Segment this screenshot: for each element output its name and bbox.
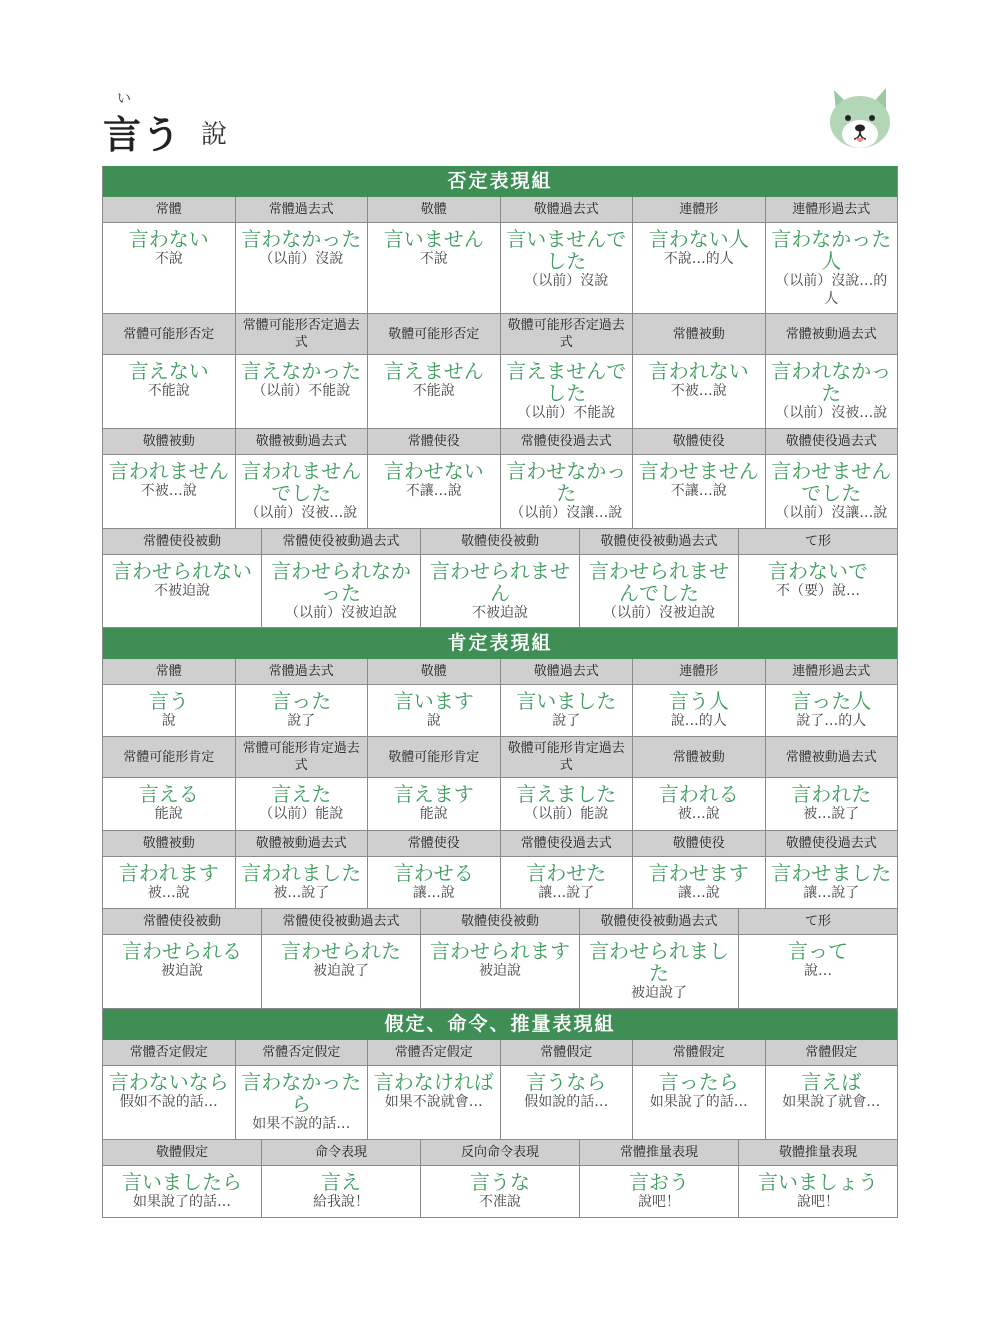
form-cell	[739, 935, 898, 1009]
form-cell	[103, 778, 236, 831]
form-cell	[368, 355, 501, 429]
label-row	[102, 529, 898, 555]
japanese-form: 言えない	[128, 359, 209, 383]
form-label: 常體可能形否定過去式	[236, 314, 369, 355]
chinese-meaning: 被…說了	[273, 885, 330, 901]
form-cell	[633, 685, 766, 737]
japanese-form: 言いませんでした	[506, 227, 627, 273]
japanese-form: 言わせられない	[112, 559, 252, 583]
chinese-meaning: 如果說了的話…	[649, 1094, 748, 1110]
section-header: 肯定表現組	[102, 628, 898, 659]
form-cell	[633, 455, 766, 529]
chinese-meaning: （以前）沒說	[259, 251, 344, 267]
japanese-form: 言う人	[668, 689, 729, 713]
japanese-form: 言おう	[629, 1170, 689, 1194]
chinese-meaning: 讓…說了	[538, 885, 595, 901]
form-row	[102, 685, 898, 737]
form-label: 敬體可能形否定過去式	[501, 314, 634, 355]
form-label: 常體推量表現	[580, 1140, 739, 1166]
title-meaning: 說	[201, 120, 228, 150]
page-header	[103, 82, 900, 162]
japanese-form: 言わなければ	[373, 1070, 494, 1094]
form-label: 常體被動過去式	[766, 737, 899, 778]
form-cell	[262, 935, 421, 1009]
form-row	[102, 935, 898, 1009]
form-label: て形	[739, 909, 898, 935]
form-cell	[766, 778, 899, 831]
form-label: 常體過去式	[236, 659, 369, 685]
japanese-form: 言った人	[791, 689, 872, 713]
japanese-form: 言えば	[801, 1070, 862, 1094]
japanese-form: 言えなかった	[241, 359, 362, 383]
form-label: 常體被動	[633, 314, 766, 355]
form-label: 常體使役	[368, 429, 501, 455]
form-cell	[580, 1166, 739, 1218]
chinese-meaning: 給我說！	[313, 1194, 369, 1210]
japanese-form: 言わせられます	[430, 939, 570, 963]
japanese-form: 言わせられました	[589, 939, 729, 985]
chinese-meaning: 不能說	[147, 383, 190, 399]
japanese-form: 言わせた	[526, 861, 607, 885]
label-row	[102, 1140, 898, 1166]
form-cell	[236, 685, 369, 737]
form-label: 常體否定假定	[368, 1040, 501, 1066]
form-label: 常體使役被動過去式	[262, 529, 421, 555]
form-row	[102, 223, 898, 314]
form-cell	[501, 778, 634, 831]
form-label: 常體假定	[766, 1040, 899, 1066]
title-furigana: い	[117, 91, 131, 107]
chinese-meaning: 說…	[804, 963, 832, 979]
chinese-meaning: 假如說的話…	[524, 1094, 609, 1110]
form-cell	[236, 223, 369, 314]
chinese-meaning: （以前）沒被迫說	[603, 605, 715, 621]
form-label: 常體假定	[633, 1040, 766, 1066]
chinese-meaning: 如果說了的話…	[133, 1194, 231, 1210]
japanese-form: 言わせない	[383, 459, 484, 483]
japanese-form: 言えた	[271, 782, 332, 806]
form-cell	[501, 685, 634, 737]
chinese-meaning: 不能說	[412, 383, 455, 399]
form-label: 常體	[103, 197, 236, 223]
japanese-form: 言わないで	[768, 559, 868, 583]
label-row	[102, 197, 898, 223]
chinese-meaning: （以前）沒被…說	[775, 405, 888, 421]
form-cell	[766, 223, 899, 314]
chinese-meaning: 如果說了就會…	[782, 1094, 881, 1110]
japanese-form: 言わせられません	[430, 559, 570, 605]
form-label: 敬體使役	[633, 831, 766, 857]
label-row	[102, 1040, 898, 1066]
section-header: 假定、命令、推量表現組	[102, 1009, 898, 1040]
chinese-meaning: 不被…說	[140, 483, 197, 499]
chinese-meaning: 不被迫說	[154, 583, 210, 599]
form-cell	[236, 455, 369, 529]
form-label: 常體使役被動過去式	[262, 909, 421, 935]
chinese-meaning: 說…的人	[670, 713, 727, 729]
form-cell	[262, 555, 421, 628]
form-row	[102, 857, 898, 909]
form-label: 敬體使役過去式	[766, 429, 899, 455]
page-title: 言う	[103, 113, 182, 157]
form-cell	[236, 778, 369, 831]
chinese-meaning: （以前）不能說	[517, 405, 616, 421]
form-cell	[739, 1166, 898, 1218]
japanese-form: 言えません	[383, 359, 484, 383]
form-cell	[501, 1066, 634, 1140]
form-label: 反向命令表現	[421, 1140, 580, 1166]
japanese-form: 言わないなら	[108, 1070, 229, 1094]
form-cell	[103, 355, 236, 429]
form-cell	[236, 857, 369, 909]
chinese-meaning: 被…說	[147, 885, 190, 901]
form-label: 常體否定假定	[236, 1040, 369, 1066]
form-cell	[633, 857, 766, 909]
japanese-form: 言った	[271, 689, 332, 713]
label-row	[102, 429, 898, 455]
conjugation-table	[102, 166, 898, 1218]
japanese-form: 言え	[321, 1170, 361, 1194]
japanese-form: 言わせられませんでした	[589, 559, 729, 605]
japanese-form: 言いましょう	[758, 1170, 878, 1194]
form-cell	[103, 1166, 262, 1218]
japanese-form: 言われた	[791, 782, 872, 806]
chinese-meaning: 不被…說	[670, 383, 727, 399]
chinese-meaning: 被迫說了	[313, 963, 369, 979]
japanese-form: 言わなかったら	[241, 1070, 362, 1116]
form-cell	[103, 455, 236, 529]
japanese-form: 言う	[148, 689, 189, 713]
form-cell	[580, 555, 739, 628]
form-label: 常體使役被動	[103, 909, 262, 935]
form-label: 常體可能形否定	[103, 314, 236, 355]
label-row	[102, 909, 898, 935]
chinese-meaning: 被…說了	[803, 806, 860, 822]
japanese-form: 言えました	[516, 782, 617, 806]
japanese-form: 言うなら	[526, 1070, 607, 1094]
form-label: 常體過去式	[236, 197, 369, 223]
form-cell	[368, 1066, 501, 1140]
chinese-meaning: 如果不說的話…	[252, 1116, 351, 1132]
form-label: 常體使役過去式	[501, 429, 634, 455]
chinese-meaning: 說了	[287, 713, 316, 729]
form-label: 敬體可能形否定	[368, 314, 501, 355]
japanese-form: 言えます	[393, 782, 474, 806]
chinese-meaning: 不准說	[479, 1194, 521, 1210]
form-row	[102, 1166, 898, 1218]
label-row	[102, 737, 898, 778]
form-label: 敬體被動過去式	[236, 429, 369, 455]
form-label: 敬體使役被動	[421, 529, 580, 555]
form-cell	[739, 555, 898, 628]
form-cell	[501, 857, 634, 909]
japanese-form: 言わせられなかった	[271, 559, 411, 605]
form-cell	[501, 355, 634, 429]
japanese-form: 言わせる	[393, 861, 474, 885]
form-label: 敬體	[368, 197, 501, 223]
chinese-meaning: 被迫說	[479, 963, 521, 979]
japanese-form: 言われる	[658, 782, 739, 806]
form-label: 敬體被動	[103, 831, 236, 857]
form-label: 連體形過去式	[766, 659, 899, 685]
chinese-meaning: 說了	[552, 713, 581, 729]
chinese-meaning: 讓…說	[412, 885, 455, 901]
japanese-form: 言わせました	[771, 861, 892, 885]
chinese-meaning: （以前）沒被迫說	[285, 605, 397, 621]
form-cell	[368, 223, 501, 314]
form-cell	[236, 355, 369, 429]
form-cell	[103, 685, 236, 737]
form-label: 敬體使役	[633, 429, 766, 455]
chinese-meaning: 不（要）說…	[776, 583, 860, 599]
label-row	[102, 314, 898, 355]
chinese-meaning: 不讓…說	[670, 483, 727, 499]
dog-face-icon	[824, 84, 896, 154]
japanese-form: 言わせなかった	[506, 459, 627, 505]
form-row	[102, 778, 898, 831]
chinese-meaning: （以前）沒說…的人	[775, 273, 888, 307]
chinese-meaning: 如果不說就會…	[384, 1094, 483, 1110]
japanese-form: 言われません	[108, 459, 229, 483]
japanese-form: 言われます	[118, 861, 219, 885]
chinese-meaning: 能說	[154, 806, 183, 822]
form-cell	[103, 857, 236, 909]
form-cell	[103, 935, 262, 1009]
chinese-meaning: 說	[161, 713, 176, 729]
chinese-meaning: 不說	[419, 251, 448, 267]
chinese-meaning: 被迫說了	[631, 985, 687, 1001]
form-cell	[103, 1066, 236, 1140]
form-cell	[633, 778, 766, 831]
japanese-form: 言われました	[241, 861, 362, 885]
form-cell	[421, 1166, 580, 1218]
chinese-meaning: 讓…說	[677, 885, 720, 901]
form-label: 常體	[103, 659, 236, 685]
form-label: 敬體使役被動過去式	[580, 529, 739, 555]
form-label: 常體否定假定	[103, 1040, 236, 1066]
form-label: 敬體過去式	[501, 197, 634, 223]
chinese-meaning: 不被迫說	[472, 605, 528, 621]
form-cell	[580, 935, 739, 1009]
chinese-meaning: （以前）沒讓…說	[775, 505, 888, 521]
japanese-form: 言わせられた	[281, 939, 401, 963]
form-cell	[766, 685, 899, 737]
form-label: て形	[739, 529, 898, 555]
form-cell	[766, 455, 899, 529]
form-label: 敬體使役被動過去式	[580, 909, 739, 935]
form-cell	[368, 455, 501, 529]
japanese-form: 言ったら	[658, 1070, 739, 1094]
chinese-meaning: 假如不說的話…	[119, 1094, 218, 1110]
form-label: 敬體假定	[103, 1140, 262, 1166]
label-row	[102, 659, 898, 685]
form-cell	[633, 355, 766, 429]
form-row	[102, 455, 898, 529]
form-label: 敬體使役過去式	[766, 831, 899, 857]
form-cell	[633, 1066, 766, 1140]
japanese-form: 言わなかった人	[771, 227, 892, 273]
form-label: 敬體可能形肯定	[368, 737, 501, 778]
form-label: 常體使役過去式	[501, 831, 634, 857]
japanese-form: 言って	[788, 939, 848, 963]
japanese-form: 言われなかった	[771, 359, 892, 405]
japanese-form: 言わない	[128, 227, 209, 251]
chinese-meaning: 讓…說了	[803, 885, 860, 901]
form-label: 常體被動過去式	[766, 314, 899, 355]
japanese-form: 言いましたら	[122, 1170, 242, 1194]
form-cell	[501, 455, 634, 529]
japanese-form: 言える	[138, 782, 199, 806]
form-label: 常體可能形肯定過去式	[236, 737, 369, 778]
chinese-meaning: （以前）沒說	[524, 273, 609, 289]
japanese-form: 言わない人	[648, 227, 749, 251]
chinese-meaning: 能說	[419, 806, 448, 822]
chinese-meaning: 說了…的人	[796, 713, 867, 729]
japanese-form: 言いません	[383, 227, 484, 251]
form-cell	[368, 778, 501, 831]
form-label: 敬體可能形肯定過去式	[501, 737, 634, 778]
form-cell	[766, 1066, 899, 1140]
form-label: 常體可能形肯定	[103, 737, 236, 778]
form-label: 命令表現	[262, 1140, 421, 1166]
japanese-form: 言われませんでした	[241, 459, 362, 505]
form-cell	[766, 857, 899, 909]
chinese-meaning: （以前）不能說	[252, 383, 351, 399]
form-cell	[368, 685, 501, 737]
form-label: 敬體過去式	[501, 659, 634, 685]
form-cell	[501, 223, 634, 314]
japanese-form: 言えませんでした	[506, 359, 627, 405]
chinese-meaning: 不讓…說	[405, 483, 462, 499]
form-cell	[103, 555, 262, 628]
chinese-meaning: 說吧！	[797, 1194, 839, 1210]
form-cell	[766, 355, 899, 429]
japanese-form: 言わなかった	[241, 227, 362, 251]
form-label: 連體形	[633, 659, 766, 685]
label-row	[102, 831, 898, 857]
form-label: 敬體推量表現	[739, 1140, 898, 1166]
form-label: 連體形	[633, 197, 766, 223]
form-cell	[262, 1166, 421, 1218]
form-label: 連體形過去式	[766, 197, 899, 223]
chinese-meaning: （以前）能說	[524, 806, 609, 822]
japanese-form: 言います	[393, 689, 474, 713]
form-label: 常體假定	[501, 1040, 634, 1066]
japanese-form: 言わせます	[648, 861, 749, 885]
section-header: 否定表現組	[102, 166, 898, 197]
japanese-form: 言わせませんでした	[771, 459, 892, 505]
japanese-form: 言うな	[470, 1170, 530, 1194]
japanese-form: 言わせられる	[122, 939, 242, 963]
form-row	[102, 555, 898, 628]
chinese-meaning: 被…說	[677, 806, 720, 822]
form-cell	[103, 223, 236, 314]
form-row	[102, 355, 898, 429]
chinese-meaning: （以前）能說	[259, 806, 344, 822]
form-label: 敬體被動過去式	[236, 831, 369, 857]
form-cell	[633, 223, 766, 314]
chinese-meaning: （以前）沒讓…說	[510, 505, 623, 521]
japanese-form: 言われない	[648, 359, 749, 383]
form-cell	[421, 935, 580, 1009]
form-cell	[236, 1066, 369, 1140]
form-cell	[368, 857, 501, 909]
chinese-meaning: 不說…的人	[663, 251, 734, 267]
form-cell	[421, 555, 580, 628]
form-row	[102, 1066, 898, 1140]
chinese-meaning: 說	[426, 713, 441, 729]
form-label: 常體使役	[368, 831, 501, 857]
japanese-form: 言わせません	[638, 459, 759, 483]
form-label: 敬體被動	[103, 429, 236, 455]
chinese-meaning: 被迫說	[161, 963, 203, 979]
form-label: 常體使役被動	[103, 529, 262, 555]
japanese-form: 言いました	[516, 689, 617, 713]
chinese-meaning: （以前）沒被…說	[245, 505, 358, 521]
chinese-meaning: 說吧！	[638, 1194, 680, 1210]
form-label: 常體被動	[633, 737, 766, 778]
form-label: 敬體	[368, 659, 501, 685]
form-label: 敬體使役被動	[421, 909, 580, 935]
chinese-meaning: 不說	[154, 251, 183, 267]
